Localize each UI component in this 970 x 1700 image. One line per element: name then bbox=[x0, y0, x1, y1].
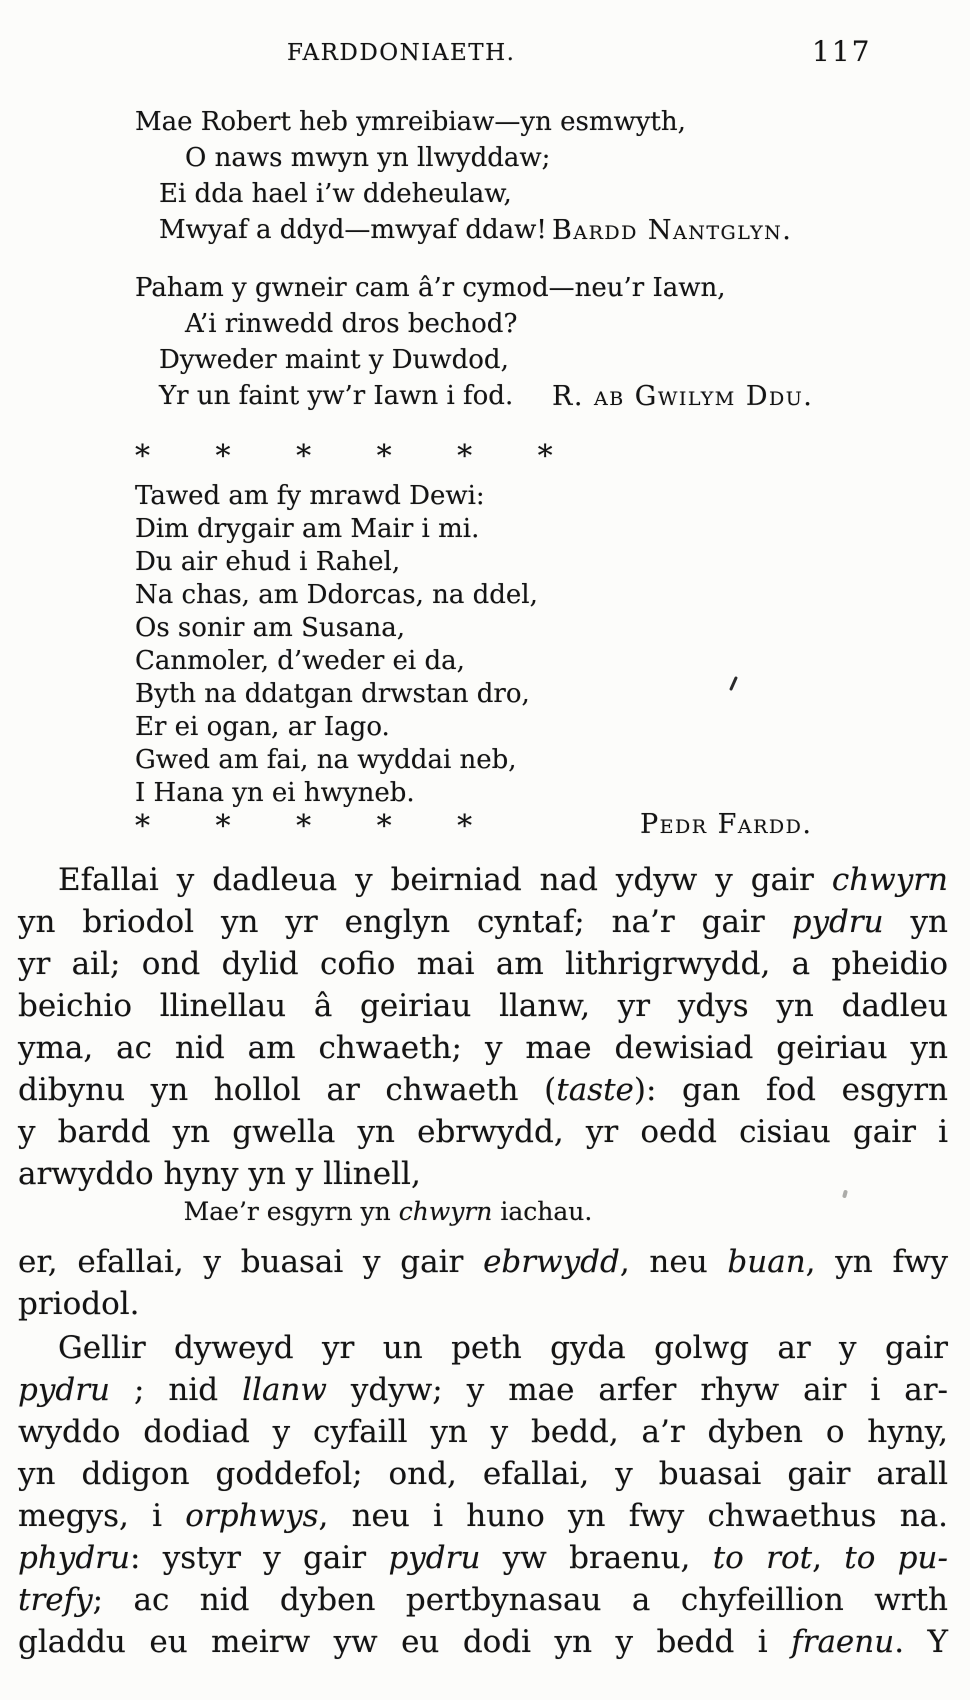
text-line: yma, ac nid am chwaeth; y mae dewisiad geiriau yn bbox=[18, 1030, 948, 1066]
separator-attribution-row bbox=[135, 810, 948, 845]
page-header bbox=[18, 35, 948, 78]
text-line: megys, i orphwys, neu i huno yn fwy chwaethus na. bbox=[18, 1498, 949, 1534]
verse-line: Gwed am fai, na wyddai neb, bbox=[135, 745, 517, 775]
running-header: FARDDONIAETH. bbox=[287, 40, 516, 66]
paragraph-1 bbox=[18, 859, 948, 1195]
verse-attribution: Pedr Fardd. bbox=[640, 809, 813, 840]
verse-line: Na chas, am Ddorcas, na ddel, bbox=[135, 580, 538, 610]
verse-line bbox=[135, 212, 948, 248]
verse-line: Dim drygair am Mair i mi. bbox=[135, 514, 480, 544]
text-line: beichio llinellau â geiriau llanw, yr ydys yn dadleu bbox=[18, 988, 948, 1024]
text-line: Gellir dyweyd yr un peth gyda golwg ar y gair bbox=[58, 1330, 948, 1366]
poem-stanza bbox=[135, 480, 948, 845]
text-line: er, efallai, y buasai y gair ebrwydd, neu buan, yn fwy bbox=[18, 1244, 948, 1280]
text-line: yn ddigon goddefol; ond, efallai, y buasai gair arall bbox=[18, 1456, 948, 1492]
verse-line: Byth na ddatgan drwstan dro, bbox=[135, 679, 530, 709]
text-line: pydru ; nid llanw ydyw; y mae arfer rhyw air i ar- bbox=[18, 1372, 948, 1408]
text-line: wyddo dodiad y cyfaill yn y bedd, a’r dyben o hyny, bbox=[18, 1414, 948, 1450]
verse-quote: Mae’r esgyrn yn chwyrn iachau. bbox=[183, 1197, 593, 1226]
verse-line: Dyweder maint y Duwdod, bbox=[159, 345, 509, 375]
verse-attribution: R. ab Gwilym Ddu. bbox=[552, 381, 814, 412]
verse-line bbox=[135, 378, 948, 414]
page-number: 117 bbox=[812, 35, 872, 68]
verse-line: Tawed am fy mrawd Dewi: bbox=[135, 481, 485, 511]
verse-line: Du air ehud i Rahel, bbox=[135, 547, 401, 577]
asterisk-separator: * * * * * bbox=[135, 809, 473, 844]
text-line: y bardd yn gwella yn ebrwydd, yr oedd cisiau gair i bbox=[18, 1114, 948, 1150]
asterisk-separator: * * * * * * bbox=[135, 439, 553, 474]
verse-line-text: Yr un faint yw’r Iawn i fod. bbox=[159, 381, 514, 411]
text-line: trefy; ac nid dyben pertbynasau a chyfeillion wrth bbox=[18, 1582, 948, 1618]
text-line: phydru: ystyr y gair pydru yw braenu, to rot, to pu- bbox=[18, 1540, 948, 1576]
verse-line: O naws mwyn yn llwyddaw; bbox=[185, 143, 551, 173]
paragraph-3 bbox=[18, 1327, 948, 1663]
verse-line-text: Mwyaf a ddyd—mwyaf ddaw! bbox=[159, 215, 547, 245]
englyn-1 bbox=[135, 104, 948, 248]
verse-line: A’i rinwedd dros bechod? bbox=[185, 309, 518, 339]
verse-line: Canmoler, d’weder ei da, bbox=[135, 646, 465, 676]
verse-line: Mae Robert heb ymreibiaw—yn esmwyth, bbox=[135, 107, 686, 137]
text-line: Efallai y dadleua y beirniad nad ydyw y gair chwyrn bbox=[58, 862, 948, 898]
verse-line: Paham y gwneir cam â’r cymod—neu’r Iawn, bbox=[135, 273, 726, 303]
text-line: priodol. bbox=[18, 1286, 140, 1322]
text-line: dibynu yn hollol ar chwaeth (taste): gan fod esgyrn bbox=[18, 1072, 948, 1108]
text-line: gladdu eu meirw yw eu dodi yn y bedd i fraenu. Y bbox=[18, 1624, 948, 1660]
verse-attribution: Bardd Nantglyn. bbox=[552, 215, 793, 246]
ink-speck bbox=[842, 1190, 848, 1199]
englyn-2 bbox=[135, 270, 948, 414]
text-line: yn briodol yn yr englyn cyntaf; na’r gair pydru yn bbox=[18, 904, 948, 940]
verse-line: Er ei ogan, ar Iago. bbox=[135, 712, 390, 742]
text-line: yr ail; ond dylid cofio mai am lithrigrwydd, a pheidio bbox=[18, 946, 948, 982]
verse-line: Os sonir am Susana, bbox=[135, 613, 406, 643]
verse-line: Ei dda hael i’w ddeheulaw, bbox=[159, 179, 512, 209]
verse-line: I Hana yn ei hwyneb. bbox=[135, 778, 415, 808]
paragraph-2 bbox=[18, 1241, 948, 1325]
text-line: arwyddo hyny yn y llinell, bbox=[18, 1156, 421, 1192]
